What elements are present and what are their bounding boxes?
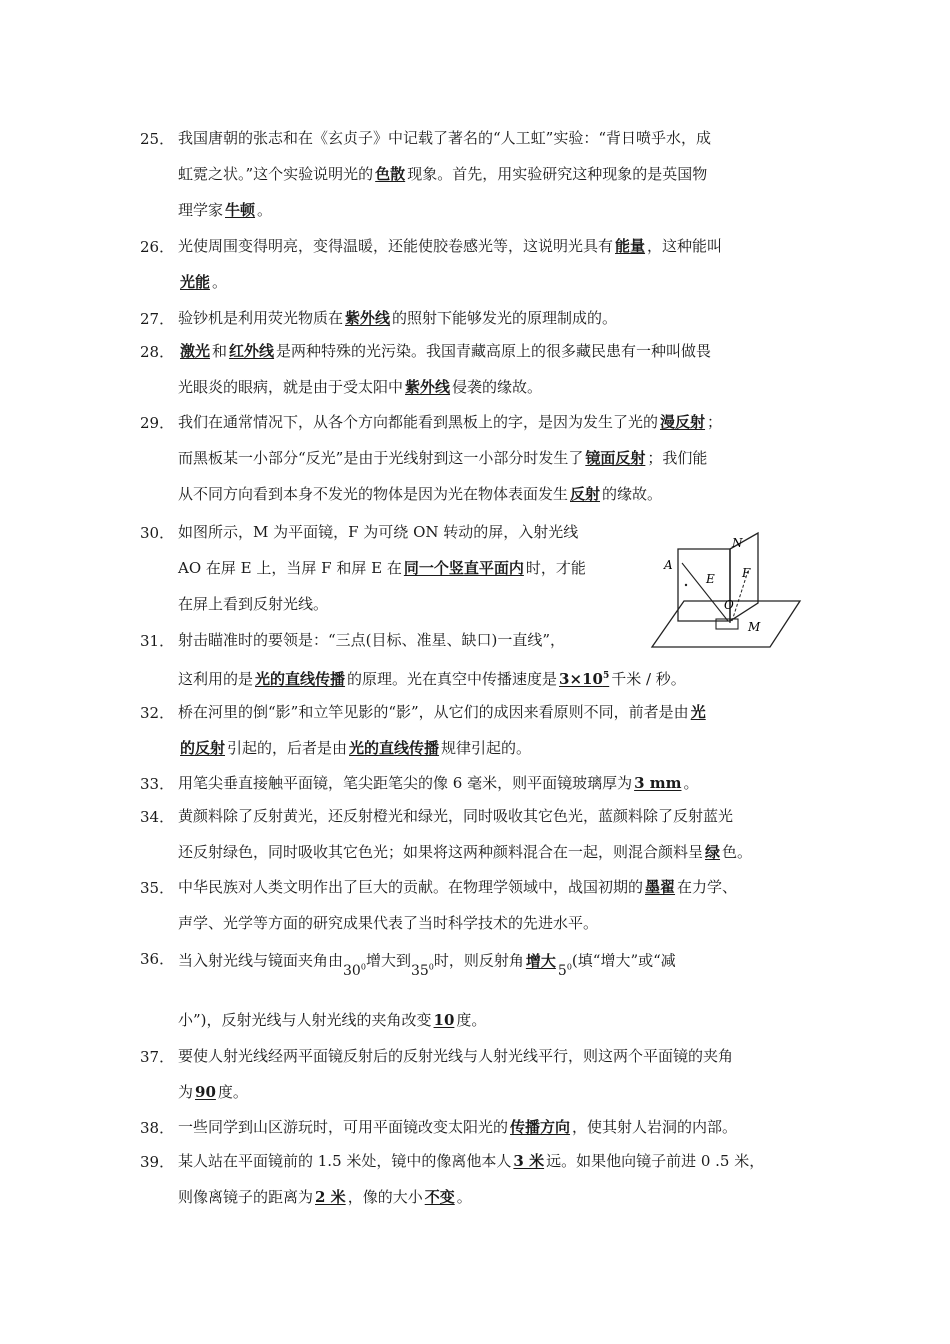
question-line [178, 200, 272, 220]
answer-text: 3 mm [634, 774, 682, 792]
answer-text: 能量 [615, 237, 646, 255]
text-segment: 还反射绿色，同时吸收其它色光；如果将这两种颜料混合在一起，则混合颜料呈 [178, 843, 704, 861]
question-number: 25． [140, 130, 175, 148]
question-line [178, 377, 542, 397]
answer-text: 墨翟 [645, 878, 676, 896]
answer-blank [343, 309, 392, 327]
question-number: 38． [140, 1119, 175, 1137]
answer-blank [508, 1118, 572, 1136]
question-line [178, 630, 565, 650]
answer-text: 绿 [705, 843, 721, 861]
answer-blank [557, 670, 611, 688]
answer-blank [423, 1188, 457, 1206]
degree-sign: 0 [360, 962, 366, 971]
degree-value [343, 963, 366, 979]
text-segment: 光使周围变得明亮，变得温暖，还能使胶卷感光等，这说明光具有 [178, 237, 614, 255]
point-dot [685, 584, 687, 586]
degree-number: 30 [343, 962, 361, 979]
text-segment: 光眼炎的眼病，就是由于受太阳中 [178, 378, 404, 396]
label-e: E [706, 572, 715, 586]
text-segment: 则像离镜子的距离为 [178, 1188, 314, 1206]
answer-blank [643, 878, 677, 896]
question-number: 35． [140, 879, 175, 897]
label-a: A [664, 558, 673, 572]
text-segment: 而黑板某一小部分“反光”是由于光线射到这一小部分时发生了 [178, 449, 584, 467]
question-line [178, 412, 722, 432]
answer-text: 反射 [570, 485, 601, 503]
question-number: 32． [140, 704, 175, 722]
text-segment: 。 [212, 273, 228, 291]
answer-text: 增大 [525, 951, 556, 970]
answer-blank [402, 559, 526, 577]
question-line [178, 341, 711, 361]
answer-text: 90 [195, 1083, 216, 1101]
text-segment: 时，才能 [525, 559, 586, 577]
text-segment: ，这种能叫 [647, 237, 723, 255]
answer-text: 3×10 [559, 670, 603, 688]
text-segment: 为 [178, 1083, 194, 1101]
text-segment: ，像的大小 [347, 1188, 423, 1206]
text-segment: 小”)，反射光线与人射光线的夹角改变 [178, 1011, 432, 1029]
text-segment: 我国唐朝的张志和在《玄贞子》中记载了著名的“人工虹”实验：“背日喷乎水，成 [178, 129, 712, 147]
degree-value [411, 963, 434, 979]
answer-blank [313, 1188, 348, 1206]
answer-text: 色散 [375, 165, 406, 183]
text-segment: 引起的，后者是由 [227, 739, 348, 757]
question-line [178, 308, 617, 328]
incident-ray-ao [682, 563, 728, 621]
question-line [178, 128, 711, 148]
text-segment: 声学、光学等方面的研究成果代表了当时科学技术的先进水平。 [178, 914, 599, 932]
label-f: F [742, 566, 751, 580]
question-line [178, 236, 722, 256]
label-n: N [732, 536, 743, 550]
text-segment: 在屏上看到反射光线。 [178, 595, 329, 613]
text-segment: 射击瞄准时的要领是：“三点(目标、准星、缺口)一直线”， [178, 631, 566, 649]
question-number: 29． [140, 414, 175, 432]
answer-blank [193, 1083, 218, 1101]
degree-number: 5 [557, 962, 567, 979]
answer-blank [178, 342, 212, 360]
text-segment: 当入射光线与镜面夹角由 [178, 951, 344, 970]
text-segment: 时，则反射角 [433, 951, 524, 970]
answer-text: 光 [690, 703, 706, 721]
text-segment: 侵袭的缘故。 [452, 378, 543, 396]
text-segment: 色。 [722, 843, 753, 861]
answer-text: 牛顿 [225, 201, 256, 219]
question-line [178, 1046, 733, 1066]
answer-blank [223, 201, 257, 219]
text-segment: ；我们能 [647, 449, 708, 467]
question-line [178, 948, 676, 979]
question-line [178, 842, 752, 862]
answer-blank [347, 739, 441, 757]
question-line [178, 806, 733, 826]
question-line [178, 272, 227, 292]
question-line [178, 773, 699, 793]
text-segment: 。 [257, 201, 273, 219]
answer-blank [568, 485, 602, 503]
answer-text: 漫反射 [660, 413, 706, 431]
label-m: M [748, 620, 761, 634]
answer-blank [178, 273, 212, 291]
text-segment: 桥在河里的倒“影”和立竿见影的“影”，从它们的成因来看原则不同，前者是由 [178, 703, 689, 721]
question-number: 27． [140, 310, 175, 328]
text-segment: 这利用的是 [178, 670, 254, 688]
question-line [178, 594, 328, 614]
question-line [178, 522, 578, 542]
text-segment: 中华民族对人类文明作出了巨大的贡献。在物理学领域中，战国初期的 [178, 878, 644, 896]
text-segment: 验钞机是利用荧光物质在 [178, 309, 344, 327]
superscript: 5 [602, 671, 610, 681]
text-segment: 某人站在平面镜前的 1.5 米处，镜中的像离他本人 [178, 1152, 512, 1170]
text-segment: 。 [456, 1188, 472, 1206]
text-segment: 。 [683, 774, 699, 792]
question-number: 37． [140, 1048, 175, 1066]
degree-sign: 0 [566, 962, 572, 971]
text-segment: 我们在通常情况下，从各个方向都能看到黑板上的字，是因为发生了光的 [178, 413, 659, 431]
answer-blank [632, 774, 683, 792]
text-segment: ，使其射人岩洞的内部。 [572, 1118, 738, 1136]
question-line [178, 1187, 472, 1207]
text-segment: ； [707, 413, 723, 431]
text-segment: 一些同学到山区游玩时，可用平面镜改变太阳光的 [178, 1118, 509, 1136]
answer-text: 激光 [180, 342, 211, 360]
mirror-screen-figure [648, 525, 808, 653]
text-segment: AO 在屏 E 上，当屏 F 和屏 E 在 [178, 559, 402, 577]
text-segment: 黄颜料除了反射黄光，还反射橙光和绿光，同时吸收其它色光，蓝颜料除了反射蓝光 [178, 807, 734, 825]
question-number: 28． [140, 343, 175, 361]
text-segment: 规律引起的。 [441, 739, 532, 757]
answer-text: 同一个竖直平面内 [403, 559, 524, 577]
answer-text: 紫外线 [405, 378, 451, 396]
question-line [178, 877, 737, 897]
text-segment: 用笔尖垂直接触平面镜，笔尖距笔尖的像 6 毫米，则平面镜玻璃厚为 [178, 774, 633, 792]
question-number: 30． [140, 524, 175, 542]
answer-text: 光的直线传播 [349, 739, 440, 757]
question-number: 31． [140, 632, 175, 650]
question-number: 36． [140, 950, 175, 968]
text-segment: 度。 [217, 1083, 248, 1101]
question-line [178, 484, 662, 504]
answer-blank [432, 1011, 457, 1029]
answer-blank [227, 342, 276, 360]
answer-blank [703, 843, 722, 861]
answer-text: 的反射 [180, 739, 226, 757]
question-number: 33． [140, 775, 175, 793]
question-line [178, 448, 707, 468]
answer-text: 10 [433, 1011, 455, 1029]
text-segment: (填“增大”或“减 [571, 951, 676, 970]
answer-blank [658, 413, 707, 431]
text-segment: 现象。首先，用实验研究这种现象的是英国物 [407, 165, 708, 183]
text-segment: 的照射下能够发光的原理制成的。 [392, 309, 618, 327]
answer-blank [524, 952, 558, 970]
question-number: 39． [140, 1153, 175, 1171]
answer-text: 传播方向 [510, 1118, 571, 1136]
answer-text: 紫外线 [345, 309, 391, 327]
answer-blank [403, 378, 452, 396]
degree-number: 35 [410, 962, 429, 979]
question-line [178, 1151, 764, 1171]
answer-text: 光的直线传播 [255, 670, 346, 688]
answer-text: 3 米 [513, 1152, 545, 1170]
text-segment: 和 [212, 342, 228, 360]
answer-blank [178, 739, 227, 757]
answer-text: 镜面反射 [585, 449, 646, 467]
text-segment: 增大到 [365, 951, 411, 970]
question-line [178, 1117, 737, 1137]
question-line [178, 738, 531, 758]
answer-text: 光能 [180, 273, 211, 291]
text-segment: 的原理。光在真空中传播速度是 [347, 670, 558, 688]
answer-blank [253, 670, 347, 688]
question-line [178, 913, 598, 933]
text-segment: 是两种特殊的光污染。我国青藏高原上的很多藏民患有一种叫做畏 [276, 342, 712, 360]
question-line [178, 1010, 486, 1030]
text-segment: 从不同方向看到本身不发光的物体是因为光在物体表面发生 [178, 485, 569, 503]
text-segment: 如图所示，M 为平面镜，F 为可绕 ON 转动的屏，入射光线 [178, 523, 579, 541]
text-segment: 要使人射光线经两平面镜反射后的反射光线与人射光线平行，则这两个平面镜的夹角 [178, 1047, 734, 1065]
answer-blank [373, 165, 407, 183]
text-segment: 千米 / 秒。 [611, 670, 686, 688]
question-line [178, 666, 686, 689]
question-line [178, 702, 708, 722]
answer-text: 2 米 [315, 1188, 346, 1206]
degree-sign: 0 [428, 962, 434, 971]
answer-blank [689, 703, 708, 721]
text-segment: 远。如果他向镜子前进 0 .5 米， [546, 1152, 765, 1170]
text-segment: 度。 [456, 1011, 487, 1029]
answer-blank [511, 1152, 546, 1170]
text-segment: 理学家 [178, 201, 224, 219]
answer-blank [613, 237, 647, 255]
answer-blank [583, 449, 647, 467]
degree-value [558, 963, 572, 979]
text-segment: 的缘故。 [602, 485, 663, 503]
text-segment: 在力学、 [677, 878, 738, 896]
text-segment: 虹霓之状。”这个实验说明光的 [178, 165, 374, 183]
question-number: 26． [140, 238, 175, 256]
question-number: 34． [140, 808, 175, 826]
answer-text: 红外线 [229, 342, 275, 360]
question-line [178, 164, 707, 184]
question-line [178, 1082, 248, 1102]
question-line [178, 558, 586, 578]
label-o: O [724, 598, 734, 612]
answer-text: 不变 [424, 1188, 455, 1206]
